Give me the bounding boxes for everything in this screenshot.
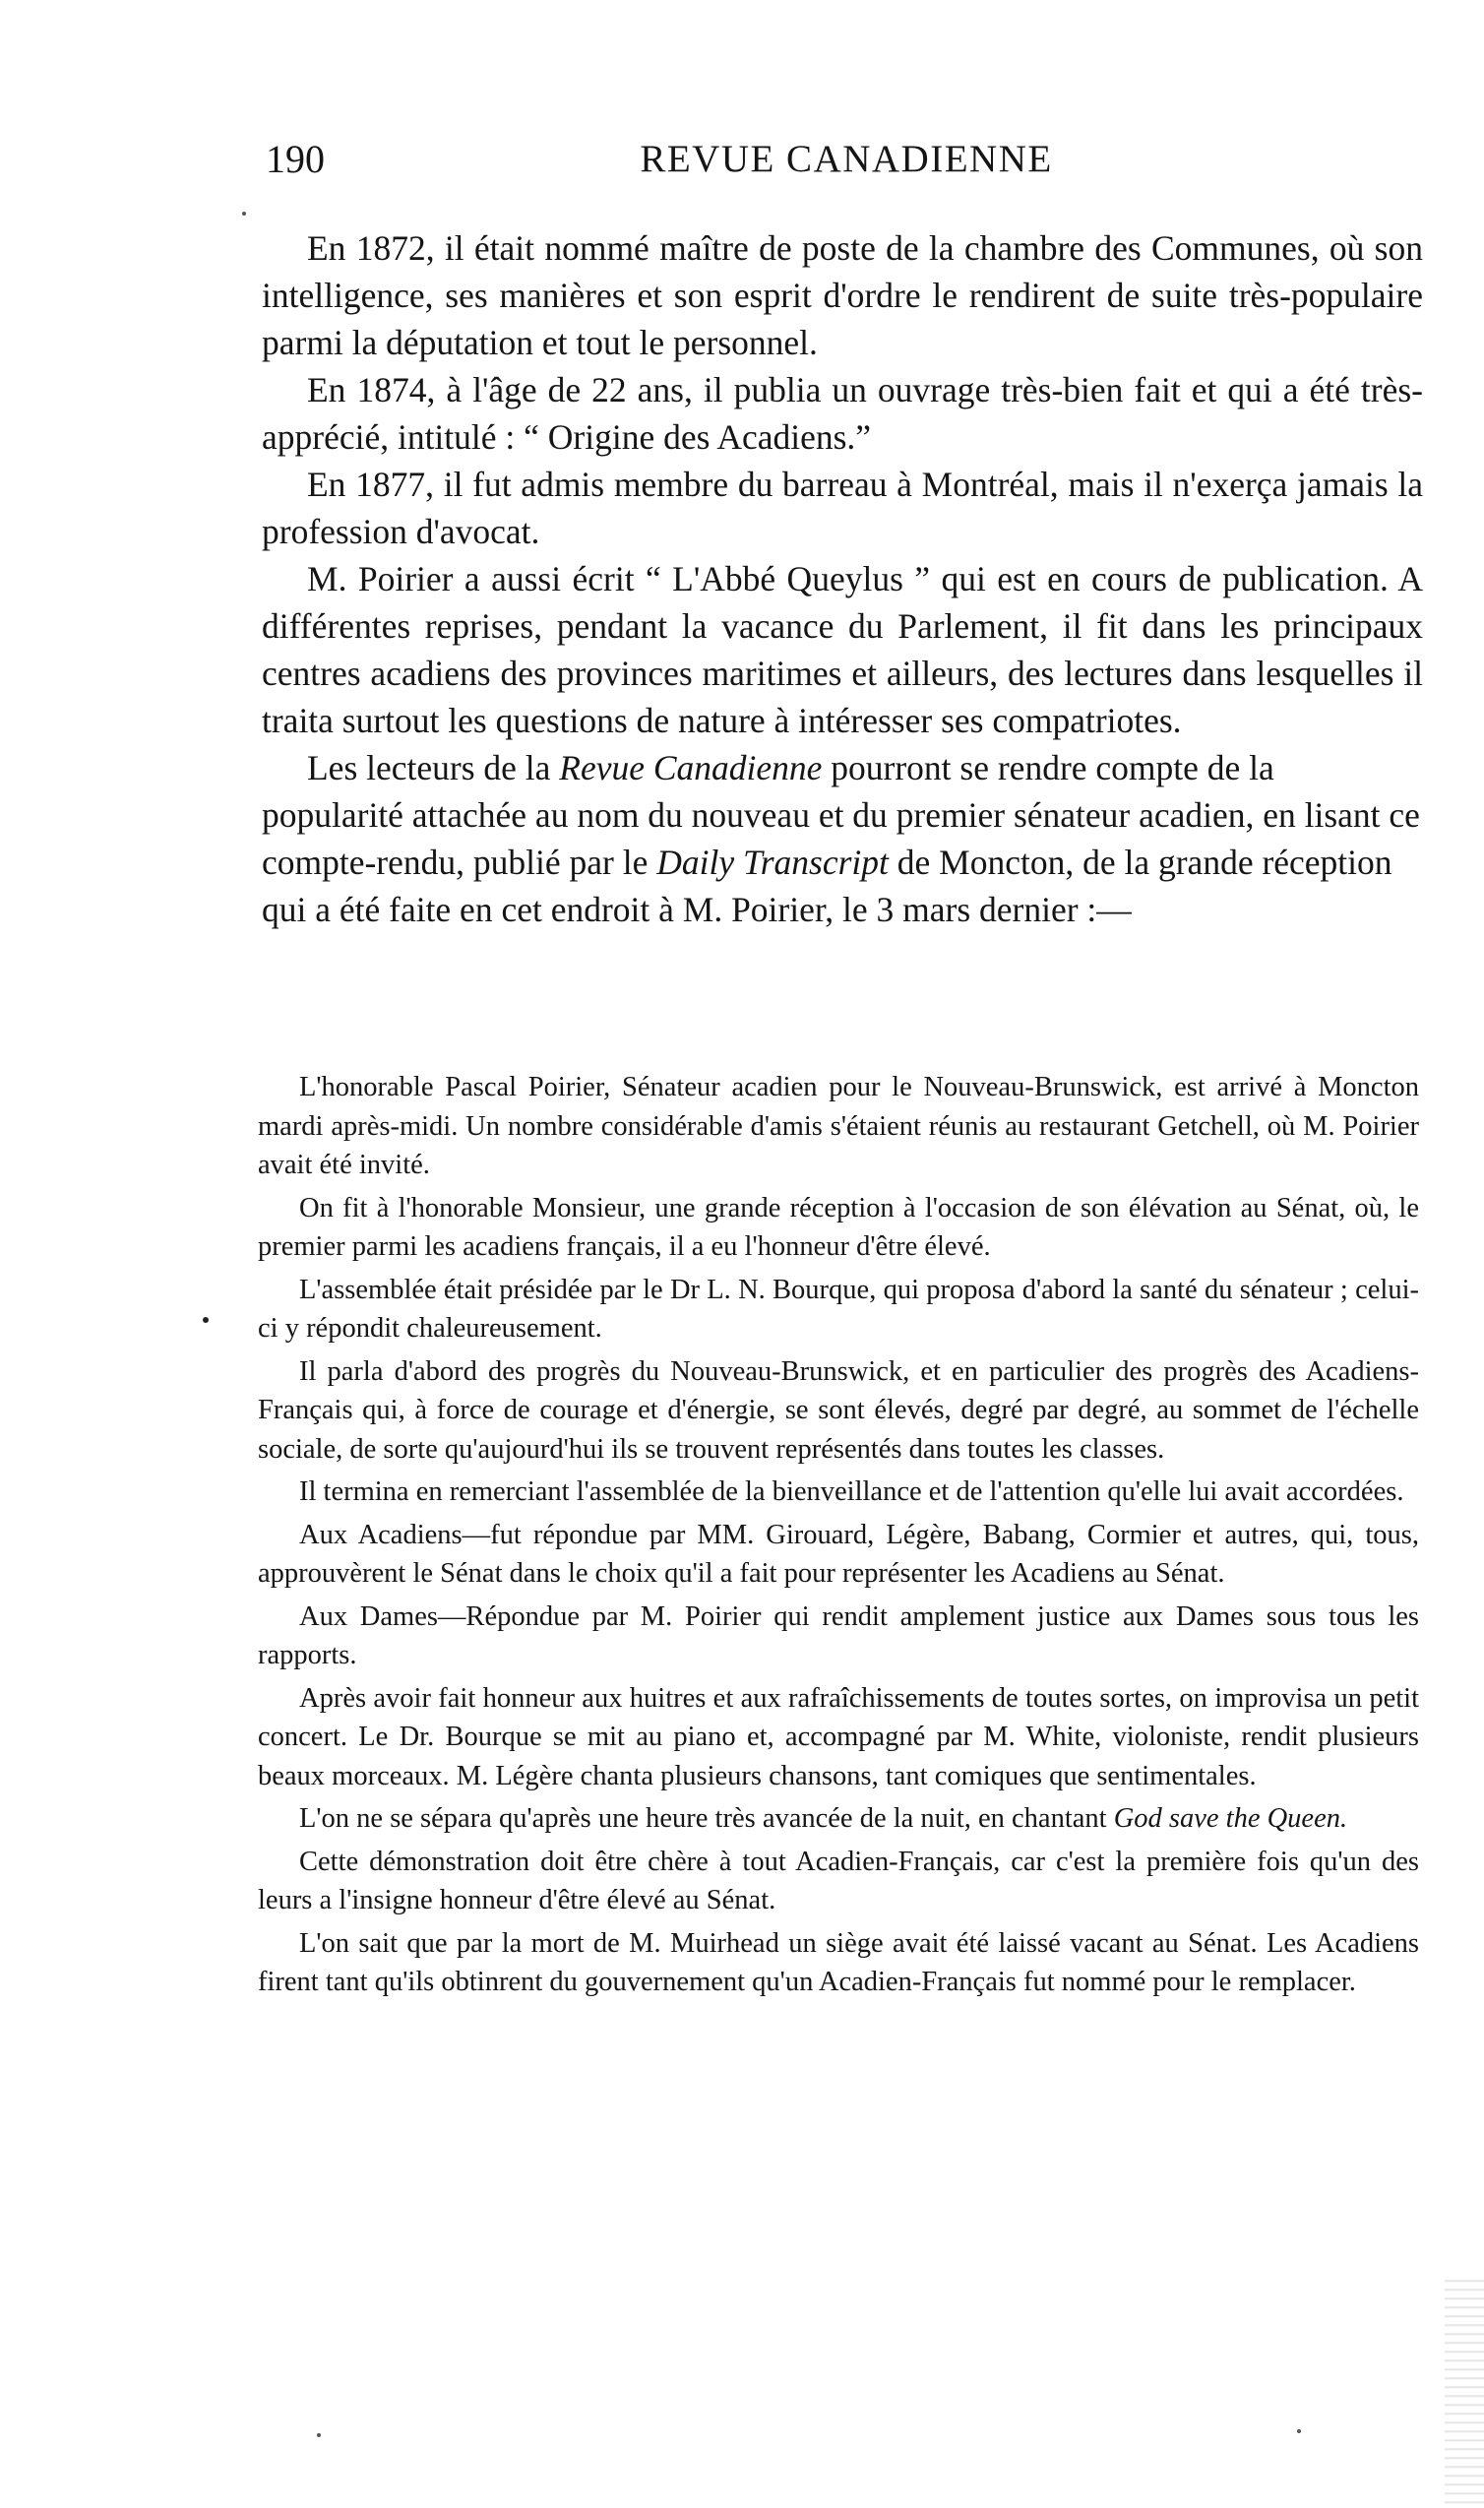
paragraph-4: M. Poirier a aussi écrit “ L'Abbé Queylus ” qui est en cours de publication. A différentes reprises, pendant la vacance du Parlement, il fit dans les principaux centres acadiens des provinces maritimes et ailleurs, des lectures dans lesquelles il traita surtout les questions de nature à intéresser ses compatriotes. <box>262 559 1423 740</box>
quote-paragraph-7: Aux Dames—Répondue par M. Poirier qui rendit amplement justice aux Dames sous tous les rapports. <box>258 1600 1419 1670</box>
quote-paragraph-3: L'assemblée était présidée par le Dr L. N. Bourque, qui proposa d'abord la santé du sénateur ; celui-ci y répondit chaleureusement. <box>258 1274 1419 1344</box>
revue-canadienne-title: Revue Canadienne <box>559 748 823 787</box>
quote-paragraph-9-text: L'on ne se sépara qu'après une heure très avancée de la nuit, en chantant <box>299 1803 1114 1834</box>
paragraph-5-part-b: pourront se rendre compte de la popularité attachée au nom du nouveau et du premier sénateur acadien, en lisant ce compte-rendu, publié par le <box>262 748 1420 882</box>
god-save-the-queen: God save the Queen. <box>1113 1803 1348 1834</box>
paragraph-1: En 1872, il était nommé maître de poste de la chambre des Communes, où son intelligence, ses manières et son esprit d'ordre le rendirent de suite très-populaire parmi la députation et tout le personnel. <box>262 228 1423 362</box>
print-speck <box>203 1317 209 1323</box>
quote-paragraph-2: On fit à l'honorable Monsieur, une grande réception à l'occasion de son élévation au Sénat, où, le premier parmi les acadiens français, il a eu l'honneur d'être élevé. <box>258 1192 1419 1262</box>
quoted-report <box>258 1068 1419 2006</box>
quote-paragraph-10: Cette démonstration doit être chère à tout Acadien-Français, car c'est la première fois qu'un des leurs a l'insigne honneur d'être élevé au Sénat. <box>258 1846 1419 1915</box>
running-head: REVUE CANADIENNE <box>640 138 1053 180</box>
print-speck <box>317 2433 321 2437</box>
daily-transcript-title: Daily Transcript <box>656 843 889 882</box>
quote-paragraph-9 <box>258 1799 1419 1839</box>
scan-edge-noise <box>1445 2274 1484 2508</box>
quote-paragraph-5: Il termina en remerciant l'assemblée de la bienveillance et de l'attention qu'elle lui avait accordées. <box>299 1476 1404 1507</box>
paragraph-5 <box>262 744 1423 933</box>
paragraph-3: En 1877, il fut admis membre du barreau à Montréal, mais il n'exerça jamais la profession d'avocat. <box>262 465 1423 551</box>
main-text <box>262 224 1423 933</box>
paragraph-5-part-c: de Moncton, de la grande réception qui a été faite en cet endroit à M. Poirier, le 3 mars dernier :— <box>262 843 1392 929</box>
quote-paragraph-11: L'on sait que par la mort de M. Muirhead un siège avait été laissé vacant au Sénat. Les Acadiens firent tant qu'ils obtinrent du gouvernement qu'un Acadien-Français fut nommé pour le remplacer. <box>258 1927 1419 1997</box>
page-number: 190 <box>266 137 325 181</box>
print-speck <box>1297 2429 1301 2433</box>
quote-paragraph-8: Après avoir fait honneur aux huitres et aux rafraîchissements de toutes sortes, on improvisa un petit concert. Le Dr. Bourque se mit au piano et, accompagné par M. White, violoniste, rendit plusieurs beaux morceaux. M. Légère chanta plusieurs chansons, tant comiques que sentimentales. <box>258 1682 1419 1791</box>
quote-paragraph-1: L'honorable Pascal Poirier, Sénateur acadien pour le Nouveau-Brunswick, est arrivé à Moncton mardi après-midi. Un nombre considérable d'amis s'étaient réunis au restaurant Getchell, où M. Poirier avait été invité. <box>258 1072 1419 1180</box>
print-speck <box>242 212 246 216</box>
page-header <box>266 130 1427 189</box>
quote-paragraph-6: Aux Acadiens—fut répondue par MM. Girouard, Légère, Babang, Cormier et autres, qui, tous, approuvèrent le Sénat dans le choix qu'il a fait pour représenter les Acadiens au Sénat. <box>258 1519 1419 1589</box>
quote-paragraph-4: Il parla d'abord des progrès du Nouveau-Brunswick, et en particulier des progrès des Acadiens-Français qui, à force de courage et d'énergie, se sont élevés, degré par degré, au sommet de l'échelle sociale, de sorte qu'aujourd'hui ils se trouvent représentés dans toutes les classes. <box>258 1355 1419 1465</box>
paragraph-2: En 1874, à l'âge de 22 ans, il publia un ouvrage très-bien fait et qui a été très-apprécié, intitulé : “ Origine des Acadiens.” <box>262 370 1423 457</box>
paragraph-5-part-a: Les lecteurs de la <box>307 748 560 787</box>
